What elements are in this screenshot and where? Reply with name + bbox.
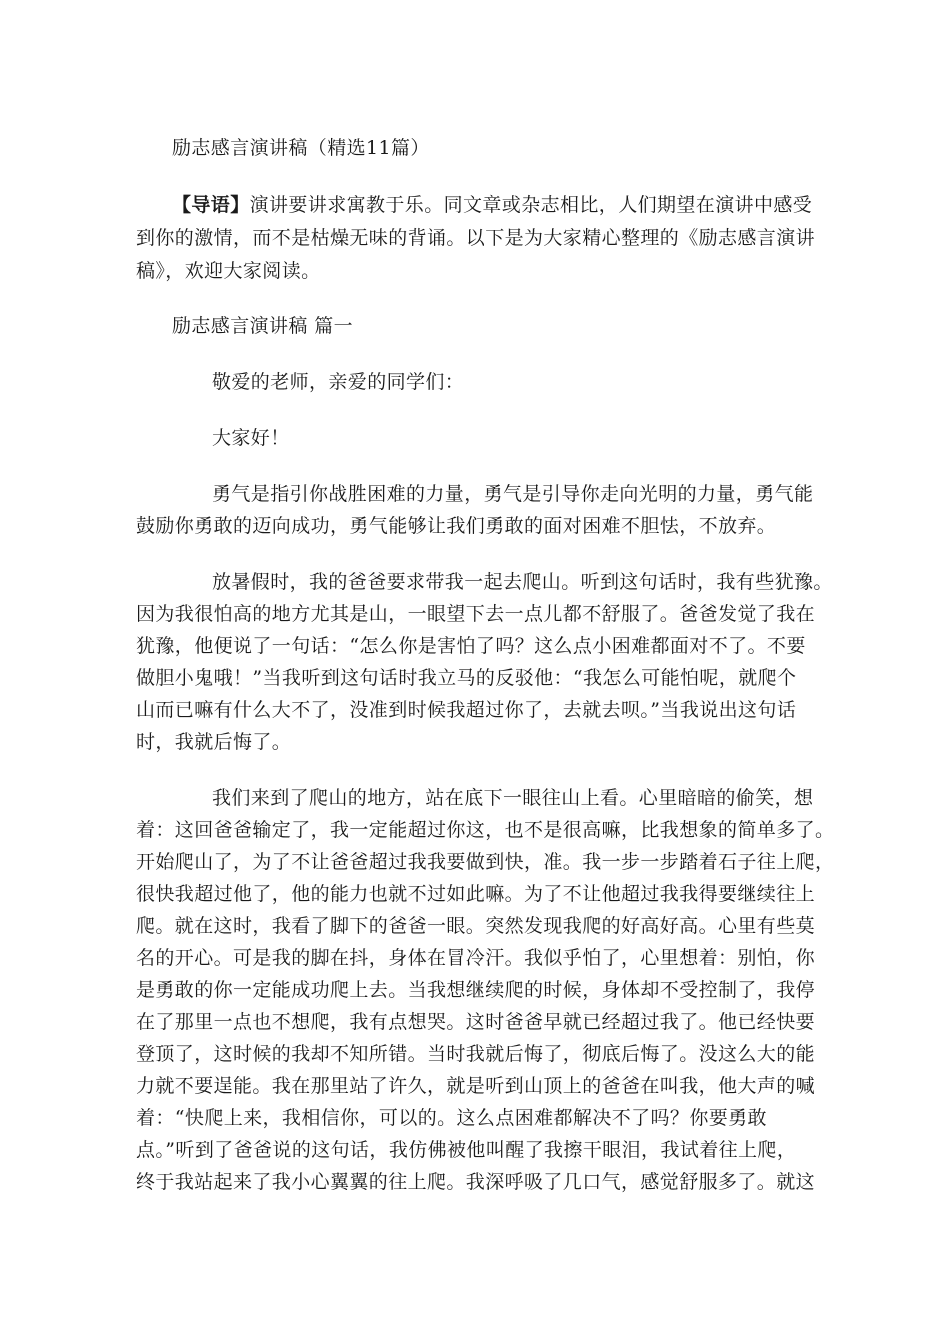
intro-text: 演讲要讲求寓教于乐。同文章或杂志相比，人们期望在演讲中感受 <box>249 194 813 216</box>
paragraph-line: 在了那里一点也不想爬，我有点想哭。这时爸爸早就已经超过我了。他已经快要 <box>136 1011 816 1033</box>
section-heading: 励志感言演讲稿 篇一 <box>172 315 354 337</box>
paragraph-line: 点。”听到了爸爸说的这句话，我仿佛被他叫醒了我擦干眼泪，我试着往上爬， <box>136 1139 797 1161</box>
document-title: 励志感言演讲稿（精选11篇） <box>172 137 430 159</box>
paragraph-line: 因为我很怕高的地方尤其是山，一眼望下去一点儿都不舒服了。爸爸发觉了我在 <box>136 603 816 625</box>
paragraph-line: 开始爬山了，为了不让爸爸超过我我要做到快，准。我一步一步踏着石子往上爬， <box>136 851 835 873</box>
paragraph-line: 我们来到了爬山的地方，站在底下一眼往山上看。心里暗暗的偷笑，想 <box>212 787 814 809</box>
paragraph-line: 名的开心。可是我的脚在抖，身体在冒冷汗。我似乎怕了，心里想着：别怕，你 <box>136 947 816 969</box>
paragraph-line: 着：这回爸爸输定了，我一定能超过你这，也不是很高嘛，比我想象的简单多了。 <box>136 819 835 841</box>
paragraph-line: 终于我站起来了我小心翼翼的往上爬。我深呼吸了几口气，感觉舒服多了。就这 <box>136 1171 816 1193</box>
paragraph-line: 山而已嘛有什么大不了，没准到时候我超过你了，去就去呗。”当我说出这句话 <box>136 699 797 721</box>
intro-line: 稿》，欢迎大家阅读。 <box>136 260 321 282</box>
paragraph-line: 很快我超过他了，他的能力也就不过如此嘛。为了不让他超过我我得要继续往上 <box>136 883 816 905</box>
paragraph-line: 登顶了，这时候的我却不知所错。当时我就后悔了，彻底后悔了。没这么大的能 <box>136 1043 816 1065</box>
paragraph-line: 爬。就在这时，我看了脚下的爸爸一眼。突然发现我爬的好高好高。心里有些莫 <box>136 915 816 937</box>
paragraph-line: 是勇敢的你一定能成功爬上去。当我想继续爬的时候，身体却不受控制了，我停 <box>136 979 816 1001</box>
paragraph-line: 力就不要逞能。我在那里站了许久，就是听到山顶上的爸爸在叫我，他大声的喊 <box>136 1075 816 1097</box>
salutation: 敬爱的老师，亲爱的同学们： <box>212 371 465 393</box>
paragraph-line: 着：“快爬上来，我相信你，可以的。这么点困难都解决不了吗？你要勇敢 <box>136 1107 767 1129</box>
paragraph-line: 做胆小鬼哦！”当我听到这句话时我立马的反驳他：“我怎么可能怕呢，就爬个 <box>136 667 797 689</box>
intro-line <box>172 191 812 219</box>
paragraph-line: 放暑假时，我的爸爸要求带我一起去爬山。听到这句话时，我有些犹豫。 <box>212 571 833 593</box>
intro-label: 【导语】 <box>172 194 250 216</box>
intro-line: 到你的激情，而不是枯燥无味的背诵。以下是为大家精心整理的《励志感言演讲 <box>136 227 816 249</box>
paragraph-line: 犹豫，他便说了一句话：“怎么你是害怕了吗？这么点小困难都面对不了。不要 <box>136 635 806 657</box>
paragraph-line: 鼓励你勇敢的迈向成功，勇气能够让我们勇敢的面对困难不胆怯，不放弃。 <box>136 515 777 537</box>
greeting: 大家好！ <box>212 427 290 449</box>
paragraph-line: 勇气是指引你战胜困难的力量，勇气是引导你走向光明的力量，勇气能 <box>212 483 814 505</box>
paragraph-line: 时，我就后悔了。 <box>136 731 292 753</box>
